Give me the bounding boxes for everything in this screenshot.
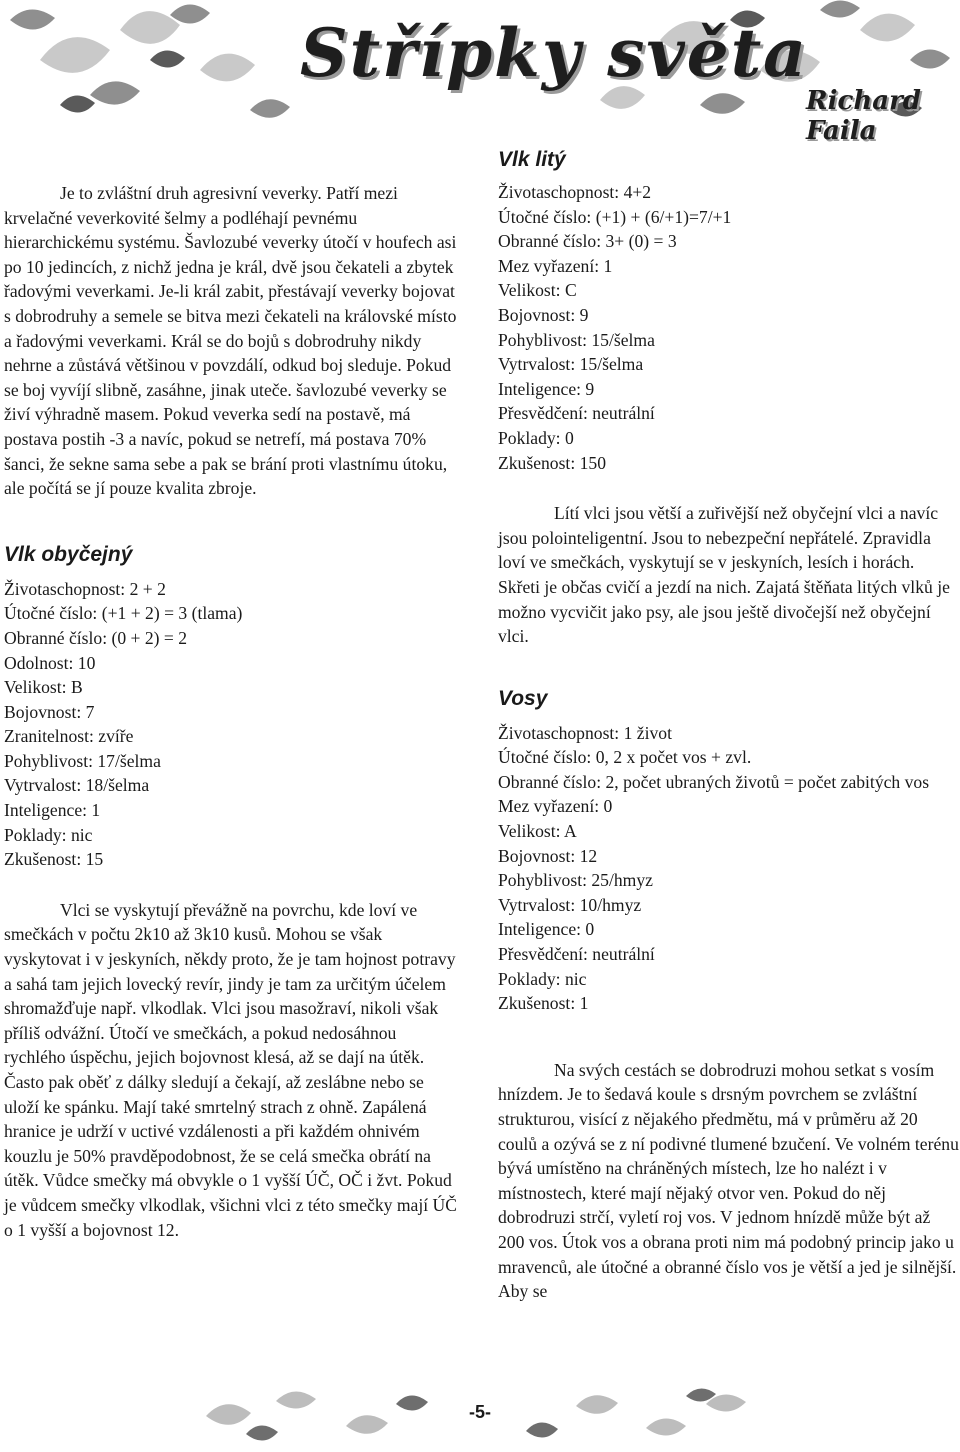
wasps-heading: Vosy — [498, 686, 548, 710]
page-number: -5- — [469, 1402, 491, 1422]
fierce-wolf-heading: Vlk litý — [498, 148, 566, 171]
left-column — [4, 181, 462, 1242]
fierce-wolf-description: Lítí vlci jsou větší a zuřivější než obyčejní vlci a navíc jsou polointeligentní. Jsou to nebezpeční nepřátelé. Zpravidla loví ve smečkách, vyskytují se v jeskyních, lesích i horách. Skřeti je občas cvičí a jezdí na nich. Zajatá štěňata litých vlků je možno vycvičit jako psy, ale jsou ještě divočejší než obyčejní vlci. — [498, 503, 950, 647]
stat-line: Životaschopnost: 1 život — [498, 722, 672, 743]
stat-line: Inteligence: 9 — [498, 378, 595, 399]
stat-line: Bojovnost: 7 — [4, 701, 95, 722]
stat-line: Velikost: A — [498, 821, 577, 842]
stat-line: Vytrvalost: 18/šelma — [4, 775, 150, 796]
page-footer — [196, 1386, 764, 1446]
stat-line: Inteligence: 1 — [4, 800, 101, 821]
stat-line: Velikost: B — [4, 677, 83, 698]
stat-line: Obranné číslo: (0 + 2) = 2 — [4, 627, 188, 648]
stat-line: Zkušenost: 150 — [498, 452, 607, 473]
author-name: Richard Faila — [806, 86, 921, 146]
stat-line: Poklady: nic — [4, 824, 93, 845]
stat-line: Velikost: C — [498, 280, 577, 301]
fierce-wolf-stats-list — [498, 180, 960, 475]
wolf-heading: Vlk obyčejný — [4, 542, 133, 566]
stat-line: Obranné číslo: 3+ (0) = 3 — [498, 231, 677, 252]
right-column — [498, 146, 960, 1304]
wolf-stats-list — [4, 577, 462, 872]
wasps-description: Na svých cestách se dobrodruzi mohou setkat s vosím hnízdem. Je to šedavá koule s drsným povrchem se zvláštní strukturou, visící z nějakého předmětu, má v průměru až 20 coulů a ozývá se z ní podivné tlumené bzučení. Ve volném terénu bývá umístěno na chráněných místech, lze ho nalézt i v místnostech, které mají nějaký otvor ven. Pokud do něj dobrodruzi strčí, vyletí roj vos. V jednom hnízdě může být až 200 vos. Útok vos a obrana proti nim má podobný princip jako u mravenců, ale útočné a obranné číslo vos je větší a jed je silnější. Aby se — [498, 1059, 959, 1302]
stat-line: Přesvědčení: neutrální — [498, 403, 655, 424]
wolf-description: Vlci se vyskytují převážně na povrchu, kde loví ve smečkách v počtu 2k10 až 3k10 kusů. Mohou se však vyskytovat i v jeskyních, někdy proto, že je tam hojnost potravy a sahá tam jejich lovecký revír, jindy je tam za určitým účelem shromažďuje např. vlkodlak. Vlci jsou masožraví, nikoli však příliš odvážní. Útočí ve smečkách, a pokud nedosáhnou rychlého úspěchu, jejich bojovnost klesá, až se dají na útěk. Často pak oběť z dálky sledují a čekají, až zeslábne nebo se uloží ke spánku. Mají také smrtelný strach z ohně. Zapálená hranice je udrží v uctivé vzdálenosti a při každém ohnivém kouzlu je 50% pravděpodobnost, že se celá smečka obrátí na útěk. Vůdce smečky má obvykle o 1 vyšší ÚČ, OČ i žvt. Pokud je vůdcem smečky vlkodlak, všichni vlci z této smečky mají ÚČ o 1 vyšší a bojovnost 12. — [4, 899, 457, 1240]
stat-line: Pohyblivost: 17/šelma — [4, 750, 161, 771]
page-title: Střípky světa — [300, 14, 808, 92]
stat-line: Vytrvalost: 15/šelma — [498, 354, 644, 375]
stat-line: Bojovnost: 12 — [498, 845, 598, 866]
stat-line: Bojovnost: 9 — [498, 304, 589, 325]
stat-line: Inteligence: 0 — [498, 919, 595, 940]
stat-line: Životaschopnost: 2 + 2 — [4, 578, 166, 599]
stat-line: Odolnost: 10 — [4, 652, 96, 673]
stat-line: Poklady: nic — [498, 968, 587, 989]
stat-line: Přesvědčení: neutrální — [498, 944, 655, 965]
stat-line: Útočné číslo: 0, 2 x počet vos + zvl. — [498, 747, 752, 768]
stat-line: Zranitelnost: zvíře — [4, 726, 134, 747]
stat-line: Zkušenost: 1 — [498, 993, 589, 1014]
header-banner — [0, 0, 960, 146]
stat-line: Mez vyřazení: 0 — [498, 796, 613, 817]
stat-line: Poklady: 0 — [498, 427, 574, 448]
intro-paragraph: Je to zvláštní druh agresivní veverky. Patří mezi krvelačné veverkovité šelmy a podléhají pevnému hierarchickému systému. Šavlozubé veverky útočí v houfech asi po 10 jedincích, z nichž jedna je král, dvě jsou čekateli a zbytek řadovými veverkami. Je-li král zabit, přestávají veverky bojovat s dobrodruhy a semele se bitva mezi čekateli na královské místo a řadovými veverkami. Král se do bojů s dobrodruhy nikdy nehrne a zůstává většinou v povzdálí, odkud boj sleduje. Pokud se boj vyvíjí slibně, zasáhne, jinak uteče. šavlozubé veverky se živí výhradně masem. Pokud veverka sedí na postavě, má postava postih -3 a navíc, pokud se netrefí, má postava 70% šanci, že sekne sama sebe a pak se brání proti vlastnímu útoku, ale počítá se jí pouze kvalita zbroje. — [4, 183, 457, 499]
stat-line: Obranné číslo: 2, počet ubraných životů = počet zabitých vos — [498, 771, 930, 792]
stat-line: Útočné číslo: (+1 + 2) = 3 (tlama) — [4, 603, 243, 624]
stat-line: Pohyblivost: 25/hmyz — [498, 870, 653, 891]
stat-line: Mez vyřazení: 1 — [498, 255, 613, 276]
stat-line: Vytrvalost: 10/hmyz — [498, 894, 642, 915]
wasps-stats-list — [498, 721, 960, 1016]
stat-line: Útočné číslo: (+1) + (6/+1)=7/+1 — [498, 206, 732, 227]
stat-line: Zkušenost: 15 — [4, 849, 104, 870]
stat-line: Životaschopnost: 4+2 — [498, 182, 652, 202]
stat-line: Pohyblivost: 15/šelma — [498, 329, 655, 350]
